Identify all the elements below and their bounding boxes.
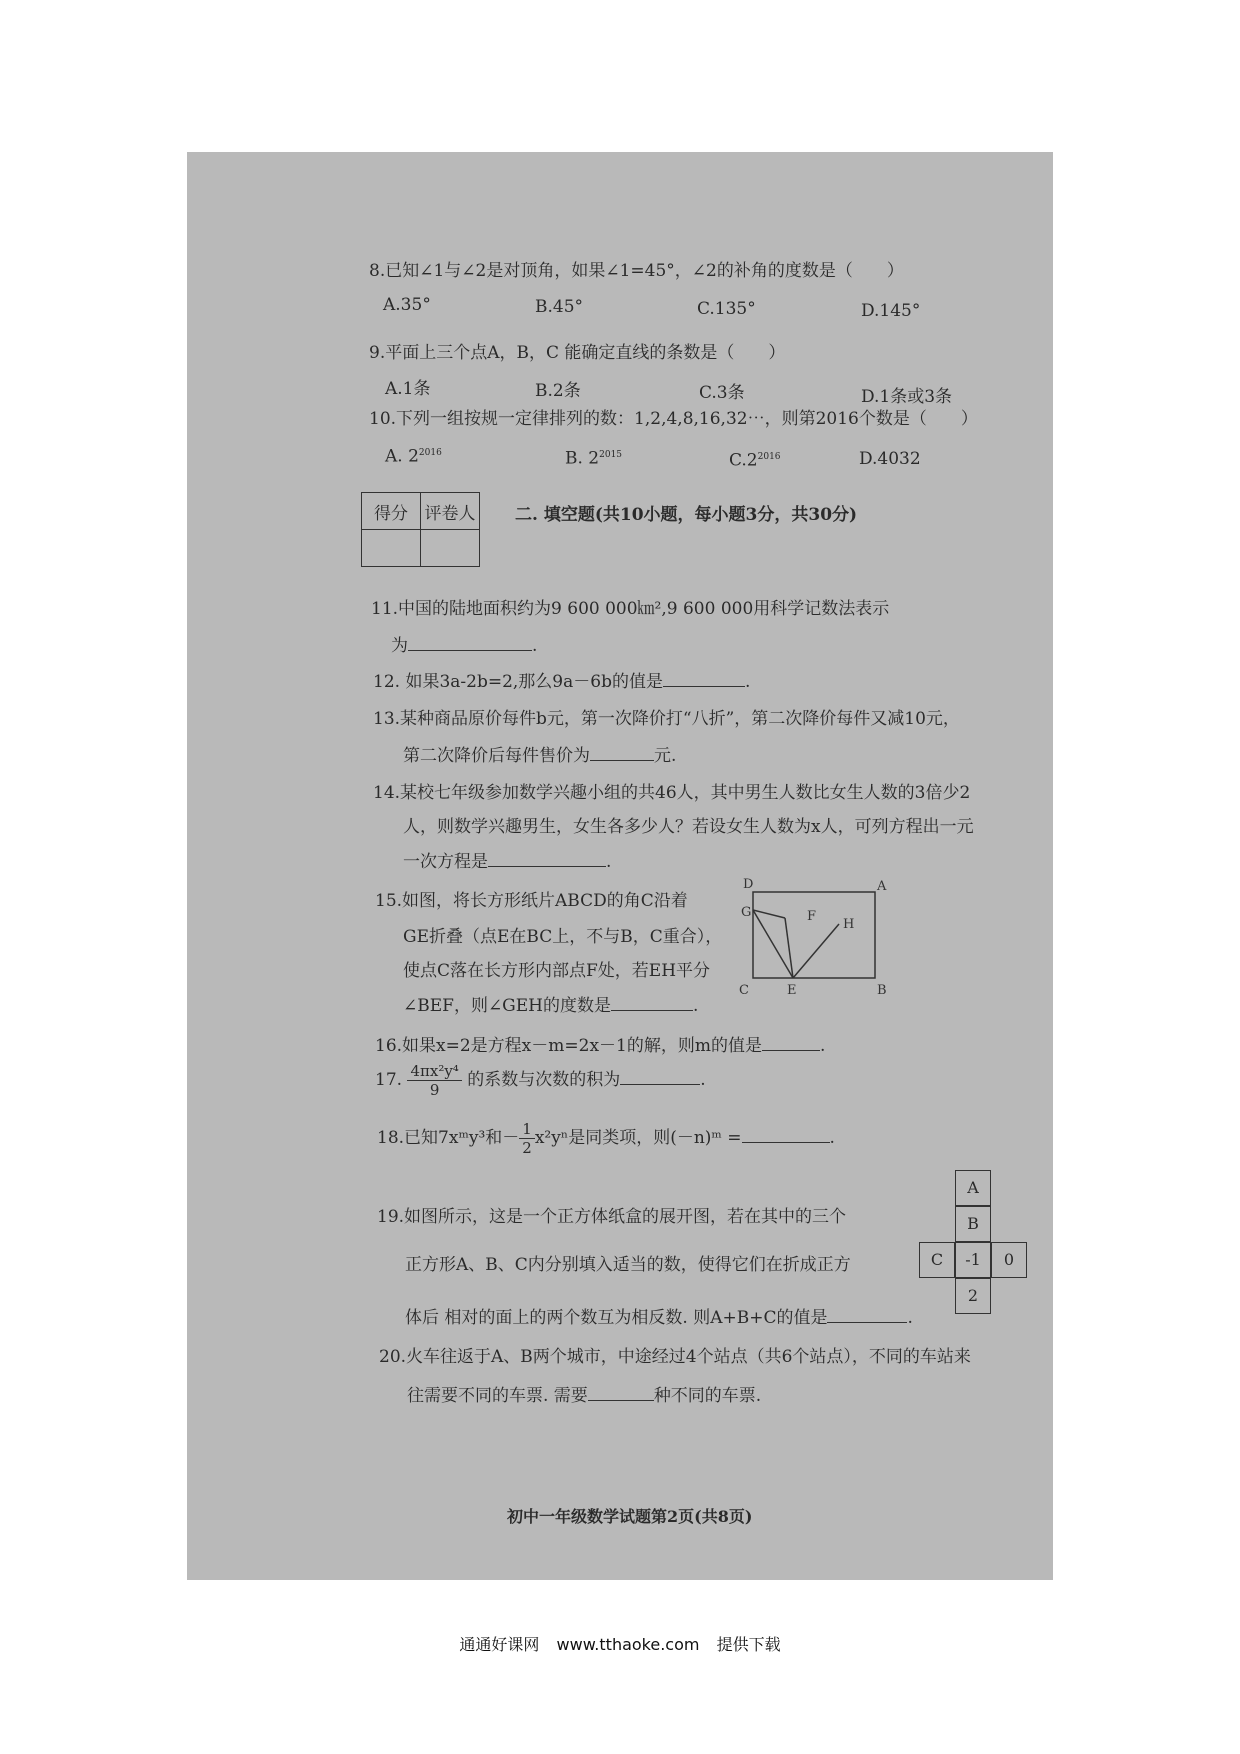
q10-option-d: D.4032 [859, 449, 921, 469]
q15-answer-blank[interactable] [611, 994, 693, 1011]
q19-answer-blank[interactable] [827, 1306, 907, 1323]
q16-answer-blank[interactable] [762, 1034, 820, 1051]
label-d: D [743, 877, 754, 892]
q14-line3: 一次方程是 . [403, 852, 612, 872]
site-tail: 提供下载 [716, 1635, 781, 1654]
q8-option-c: C.135° [697, 299, 756, 319]
q8-option-d: D.145° [861, 301, 921, 321]
q10-option-a: A. $2^{2016}$ [385, 446, 442, 467]
q15-line2: GE折叠（点E在BC上，不与B，C重合）， [403, 927, 723, 947]
segment-fe [785, 918, 793, 978]
q15-line4: ∠BEF，则∠GEH的度数是 . [403, 996, 699, 1016]
q8-option-a: A.35° [383, 295, 431, 315]
q9-stem: 9.平面上三个点A，B，C 能确定直线的条数是（ ） [369, 343, 786, 363]
q9-option-b: B.2条 [535, 381, 581, 401]
q13-line1: 13.某种商品原价每件b元，第一次降价打“八折”，第二次降价每件又减10元， [373, 709, 960, 729]
q16-line: 16.如果x=2是方程x－m=2x－1的解，则m的值是 . [375, 1036, 826, 1056]
q9-option-c: C.3条 [699, 383, 745, 403]
label-f: F [807, 909, 817, 924]
score-header: 得分 [362, 493, 421, 530]
net-square-b: B [955, 1206, 991, 1242]
label-c: C [739, 983, 749, 998]
label-b: B [877, 983, 887, 998]
q11-answer-blank[interactable] [408, 634, 532, 651]
q9-option-d: D.1条或3条 [861, 387, 953, 407]
q20-answer-blank[interactable] [588, 1384, 654, 1401]
q14-line1: 14.某校七年级参加数学兴趣小组的共46人，其中男生人数比女生人数的3倍少2 [373, 783, 971, 803]
q15-rectangle-fold-figure [727, 872, 897, 1002]
q9-option-a: A.1条 [385, 379, 431, 399]
q19-line3: 体后 相对的面上的两个数互为相反数. 则A+B+C的值是 . [405, 1308, 913, 1328]
site-url[interactable]: www.tthaoke.com [556, 1635, 700, 1654]
segment-eh [793, 924, 839, 978]
q13-answer-blank[interactable] [590, 744, 654, 761]
q14-answer-blank[interactable] [488, 850, 606, 867]
q18-line: 18.已知7xᵐy³和－ $\frac{1}{2}$ x²yⁿ是同类项，则(－n)ᵐ = . [377, 1120, 835, 1157]
net-square-two: 2 [955, 1278, 991, 1314]
label-a: A [877, 879, 887, 894]
net-square-a: A [955, 1170, 991, 1206]
net-square-zero: 0 [991, 1242, 1027, 1278]
page-footer: 初中一年级数学试题第2页(共8页) [507, 1507, 753, 1526]
q11-line2: 为 . [391, 636, 538, 656]
score-table [361, 492, 480, 567]
q14-line2: 人，则数学兴趣男生，女生各多少人？若设女生人数为x人，可列方程出一元 [403, 817, 974, 837]
q19-line1: 19.如图所示，这是一个正方体纸盒的展开图，若在其中的三个 [377, 1207, 847, 1227]
q20-line1: 20.火车往返于A、B两个城市，中途经过4个站点（共6个站点），不同的车站来 [379, 1347, 971, 1367]
score-cell [362, 530, 421, 567]
q8-stem: 8.已知∠1与∠2是对顶角，如果∠1=45°，∠2的补角的度数是（ ） [369, 261, 904, 281]
scanned-exam-page [187, 152, 1053, 1580]
site-name: 通通好课网 [459, 1635, 540, 1654]
q17-line: 17. $\frac{\text{4πx²y⁴}}{9}$ 的系数与次数的积为 . [375, 1062, 706, 1099]
q13-line2: 第二次降价后每件售价为 元. [403, 746, 677, 766]
q18-answer-blank[interactable] [742, 1126, 830, 1143]
q20-line2: 往需要不同的车票. 需要 种不同的车票. [407, 1386, 762, 1406]
q15-line1: 15.如图，将长方形纸片ABCD的角C沿着 [375, 891, 688, 911]
q12-answer-blank[interactable] [663, 670, 745, 687]
q18-fraction: $\frac{1}{2}$ [519, 1120, 535, 1157]
label-h: H [843, 917, 855, 932]
q8-option-b: B.45° [535, 297, 584, 317]
q12-line: 12. 如果3a-2b=2,那么9a－6b的值是 . [373, 672, 751, 692]
rectangle-abcd [753, 892, 875, 978]
q17-fraction: $\frac{\text{4πx²y⁴}}{9}$ [407, 1062, 461, 1099]
q17-answer-blank[interactable] [620, 1068, 700, 1085]
q10-stem: 10.下列一组按规一定律排列的数：1,2,4,8,16,32⋯，则第2016个数是（ ） [369, 409, 978, 429]
fold-line-ge [753, 910, 793, 978]
label-e: E [787, 983, 797, 998]
net-square-c: C [919, 1242, 955, 1278]
grader-header: 评卷人 [421, 493, 480, 530]
net-square-minus-one: -1 [955, 1242, 991, 1278]
q19-line2: 正方形A、B、C内分别填入适当的数，使得它们在折成正方 [405, 1255, 851, 1275]
q15-line3: 使点C落在长方形内部点F处，若EH平分 [403, 961, 711, 981]
q10-option-c: $C.2^{2016}$ [729, 450, 781, 471]
site-footer [0, 1632, 1240, 1655]
grader-cell [421, 530, 480, 567]
q10-option-b: B. $2^{2015}$ [565, 448, 623, 469]
q11-line1: 11.中国的陆地面积约为9 600 000㎞²,9 600 000用科学记数法表示 [371, 599, 890, 619]
label-g: G [741, 905, 752, 920]
section-2-heading: 二. 填空题(共10小题，每小题3分，共30分) [515, 505, 858, 525]
